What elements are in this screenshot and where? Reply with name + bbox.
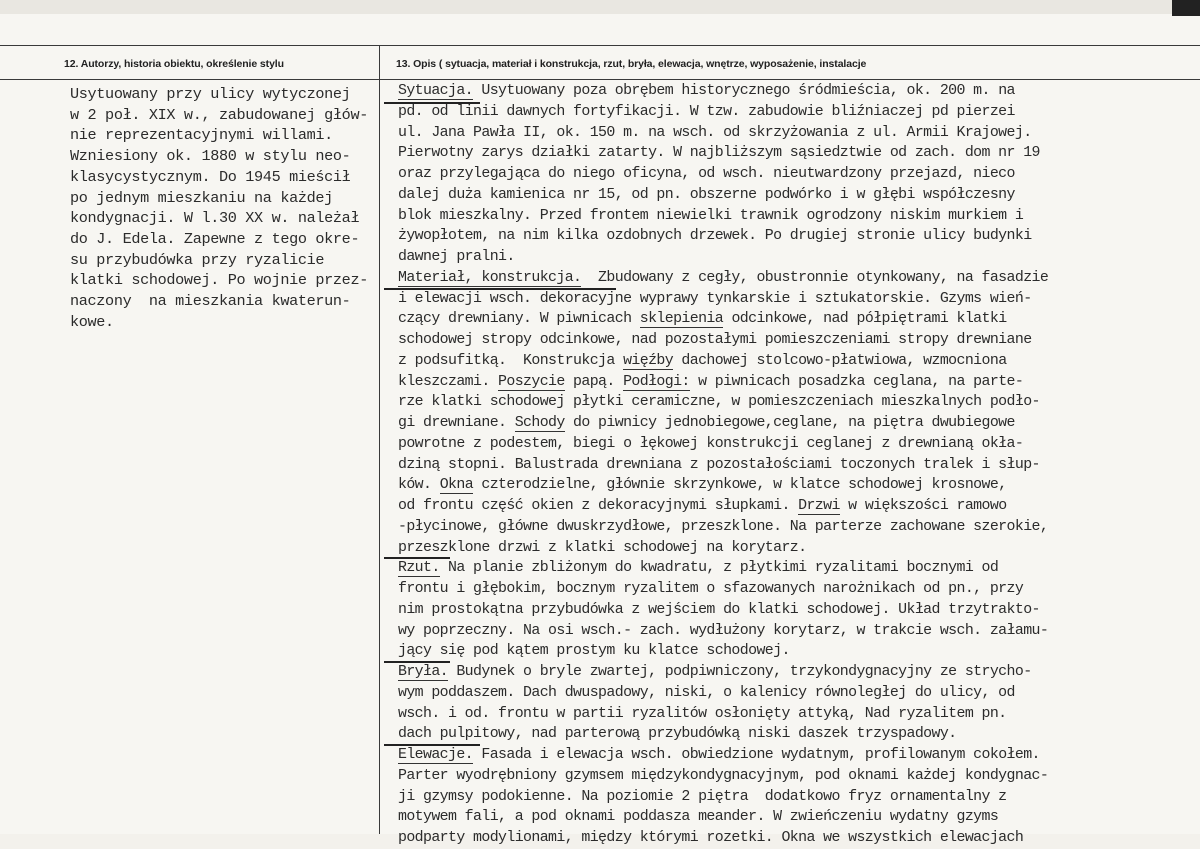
underlined-heading: więźby (623, 352, 674, 369)
description-line (398, 558, 1178, 579)
description-line (398, 621, 1178, 642)
description-line (398, 247, 1178, 268)
line-text: papą. (564, 373, 624, 390)
description-line (398, 787, 1178, 808)
line-text: dalej duża kamienica nr 15, od pn. obszerne podwórko i w głębi współczesny (398, 186, 1015, 203)
description-line (398, 81, 1178, 102)
history-line: nie reprezentacyjnymi willami. (70, 126, 333, 145)
line-text: z podsufitką. Konstrukcja (398, 352, 624, 369)
history-line: Usytuowany przy ulicy wytyczonej (70, 85, 351, 103)
description-line (398, 517, 1178, 538)
description-line (398, 579, 1178, 600)
underlined-heading: Schody (514, 415, 565, 431)
description-line (398, 206, 1178, 227)
section-12-header: 12. Autorzy, historia obiektu, określenie stylu (64, 58, 284, 70)
description-line (398, 268, 1178, 289)
history-line: su przybudówka przy ryzalicie (70, 250, 325, 269)
line-text: dach pulpitowy, nad parterową przybudówką niski daszek trzyspadowy. (398, 726, 957, 743)
header-rule (0, 79, 1200, 80)
line-text: motywem fali, a pod oknami poddasza meander. W zwieńczeniu wydatny gzyms (398, 809, 999, 826)
description-line (398, 413, 1178, 434)
line-text: i elewacji wsch. dekoracyjne wyprawy tynkarskie i sztukatorskie. Gzyms wień- (398, 290, 1032, 307)
description-line (398, 289, 1178, 310)
underlined-heading: Podłogi: (623, 373, 690, 390)
line-text: wsch. i od. frontu w partii ryzalitów osłonięty attyką, Nad ryzalitem pn. (398, 705, 1007, 722)
description-line (398, 330, 1178, 351)
description-line (398, 475, 1178, 496)
line-text: podparty modylionami, między którymi rozetki. Okna we wszystkich elewacjach (398, 830, 1024, 846)
line-text: wym poddaszem. Dach dwuspadowy, niski, o kalenicy równoległej do ulicy, od (398, 684, 1015, 701)
line-text: kleszczami. (398, 373, 499, 390)
description-line (398, 102, 1178, 123)
underlined-heading: Elewacje. (398, 747, 474, 763)
description-line (398, 372, 1178, 393)
description-line (398, 662, 1178, 683)
line-text: dawnej pralni. (398, 249, 515, 265)
underlined-heading: Rzut. (398, 560, 440, 577)
description-line (398, 641, 1178, 662)
line-text: czący drewniany. W piwnicach (398, 311, 640, 328)
history-line: Wzniesiony ok. 1880 w stylu neo- (70, 147, 351, 166)
line-text: Parter wyodrębniony gzymsem międzykondygnacyjnym, pod oknami każdej kondygnac- (398, 767, 1049, 784)
description-line (398, 745, 1178, 766)
description-line (398, 392, 1178, 413)
description-line (398, 704, 1178, 725)
underlined-heading: Materiał, konstrukcja. (398, 269, 582, 286)
description-line (398, 351, 1178, 372)
underlined-heading: Okna (439, 477, 474, 494)
top-rule (0, 45, 1200, 46)
line-text: czterodzielne, głównie skrzynkowe, w klatce schodowej krosnowe, (473, 477, 1007, 494)
line-text: wy poprzeczny. Na osi wsch.- zach. wydłużony korytarz, w trakcie wsch. załamu- (398, 622, 1049, 639)
description-line (398, 683, 1178, 704)
description-line (398, 226, 1178, 247)
description-line (398, 766, 1178, 787)
line-text: schodowej stropy odcinkowe, nad pozostałymi pomieszczeniami stropy drewniane (398, 332, 1032, 348)
line-text: -płycinowe, główne dwuskrzydłowe, przeszklone. Na parterze zachowane szerokie, (398, 518, 1049, 535)
line-text: odcinkowe, nad półpiętrami klatki (723, 311, 1007, 328)
line-text: Fasada i elewacja wsch. obwiedzione wydatnym, profilowanym cokołem. (473, 747, 1040, 763)
line-text: do piwnicy jednobiegowe,ceglane, na piętra dwubiegowe (564, 415, 1015, 431)
description-line (398, 309, 1178, 330)
description-line (398, 538, 1178, 559)
underlined-heading: Drzwi (798, 498, 840, 514)
line-text: Na planie zbliżonym do kwadratu, z płytkimi ryzalitami bocznymi od (439, 560, 999, 577)
description-line (398, 143, 1178, 164)
line-text: oraz przylegająca do niego oficyna, od wsch. nieutwardzony przejazd, nieco (398, 166, 1015, 182)
line-text: w piwnicach posadzka ceglana, na parte- (689, 373, 1024, 390)
scan-top-edge (0, 0, 1200, 14)
history-line: do J. Edela. Zapewne z tego okre- (70, 229, 360, 248)
history-line: kondygnacji. W l.30 XX w. należał (70, 209, 360, 228)
line-text: od frontu część okien z dekoracyjnymi słupkami. (398, 498, 799, 514)
section-bar-sytuacja (384, 102, 480, 104)
line-text: Budynek o bryle zwartej, podpiwniczony, trzykondygnacyjny ze strycho- (448, 664, 1032, 680)
description-line (398, 434, 1178, 455)
underlined-heading: sklepienia (639, 311, 724, 328)
section-bar-material (384, 288, 616, 290)
history-line: klasycystycznym. Do 1945 mieścił (70, 167, 351, 186)
description-text (398, 81, 1178, 849)
line-text: Usytuowany poza obrębem historycznego śródmieścia, ok. 200 m. na (473, 83, 1015, 99)
column-divider (379, 45, 380, 834)
section-bar-rzut (384, 557, 450, 559)
description-line (398, 455, 1178, 476)
line-text: gi drewniane. (398, 415, 515, 431)
description-line (398, 496, 1178, 517)
line-text: jący się pod kątem prostym ku klatce schodowej. (398, 643, 790, 660)
line-text: żywopłotem, na nim kilka ozdobnych drzewek. Po drugiej stronie ulicy budynki (398, 228, 1032, 245)
history-line: klatki schodowej. Po wojnie przez- (70, 271, 368, 290)
line-text: Pierwotny zarys działki zatarty. W najbliższym sąsiedztwie od zach. dom nr 19 (398, 145, 1040, 162)
history-line: kowe. (70, 312, 114, 331)
history-line: w 2 poł. XIX w., zabudowanej głów- (70, 105, 368, 124)
description-line (398, 600, 1178, 621)
line-text: dachowej stolcowo-płatwiowa, wzmocniona (673, 352, 1007, 369)
section-bar-bryla (384, 661, 450, 663)
line-text: dziną stopni. Balustrada drewniana z pozostałościami toczonych tralek i słup- (398, 456, 1040, 473)
line-text: powrotne z podestem, biegi o łękowej konstrukcji ceglanej z drewnianą okła- (398, 435, 1024, 452)
line-text: ków. (398, 477, 440, 494)
underlined-heading: Sytuacja. (398, 83, 474, 99)
history-text (70, 84, 375, 332)
line-text: w większości ramowo (839, 498, 1007, 514)
underlined-heading: Bryła. (398, 664, 449, 680)
description-line (398, 123, 1178, 144)
line-text: nim prostokątna przybudówka z wejściem do klatki schodowej. Układ trzytrakto- (398, 601, 1040, 618)
history-line: naczony na mieszkania kwaterun- (70, 292, 351, 311)
description-line (398, 164, 1178, 185)
section-13-header: 13. Opis ( sytuacja, materiał i konstrukcja, rzut, bryła, elewacja, wnętrze, wyposażenie, instalacje (396, 58, 867, 70)
line-text: blok mieszkalny. Przed frontem niewielki trawnik ogrodzony niskim murkiem i (398, 207, 1024, 224)
description-line (398, 724, 1178, 745)
description-line (398, 807, 1178, 828)
line-text: frontu i głębokim, bocznym ryzalitem o sfazowanych narożnikach od pn., przy (398, 581, 1024, 597)
section-bar-elewacje (384, 744, 480, 746)
line-text: ji gzymsy podokienne. Na poziomie 2 piętra dodatkowo fryz ornamentalny z (398, 788, 1007, 805)
line-text: Zbudowany z cegły, obustronnie otynkowany, na fasadzie (581, 269, 1049, 286)
line-text: pd. od linii dawnych fortyfikacji. W tzw. zabudowie bliźniaczej pd pierzei (398, 103, 1015, 120)
scan-corner-mark (1172, 0, 1200, 16)
underlined-heading: Poszycie (498, 373, 565, 390)
line-text: przeszklone drzwi z klatki schodowej na korytarz. (398, 539, 807, 556)
description-line (398, 828, 1178, 849)
history-line: po jednym mieszkaniu na każdej (70, 188, 333, 207)
description-line (398, 185, 1178, 206)
line-text: rze klatki schodowej płytki ceramiczne, w pomieszczeniach mieszkalnych podło- (398, 394, 1040, 411)
line-text: ul. Jana Pawła II, ok. 150 m. na wsch. od skrzyżowania z ul. Armii Krajowej. (398, 124, 1032, 141)
